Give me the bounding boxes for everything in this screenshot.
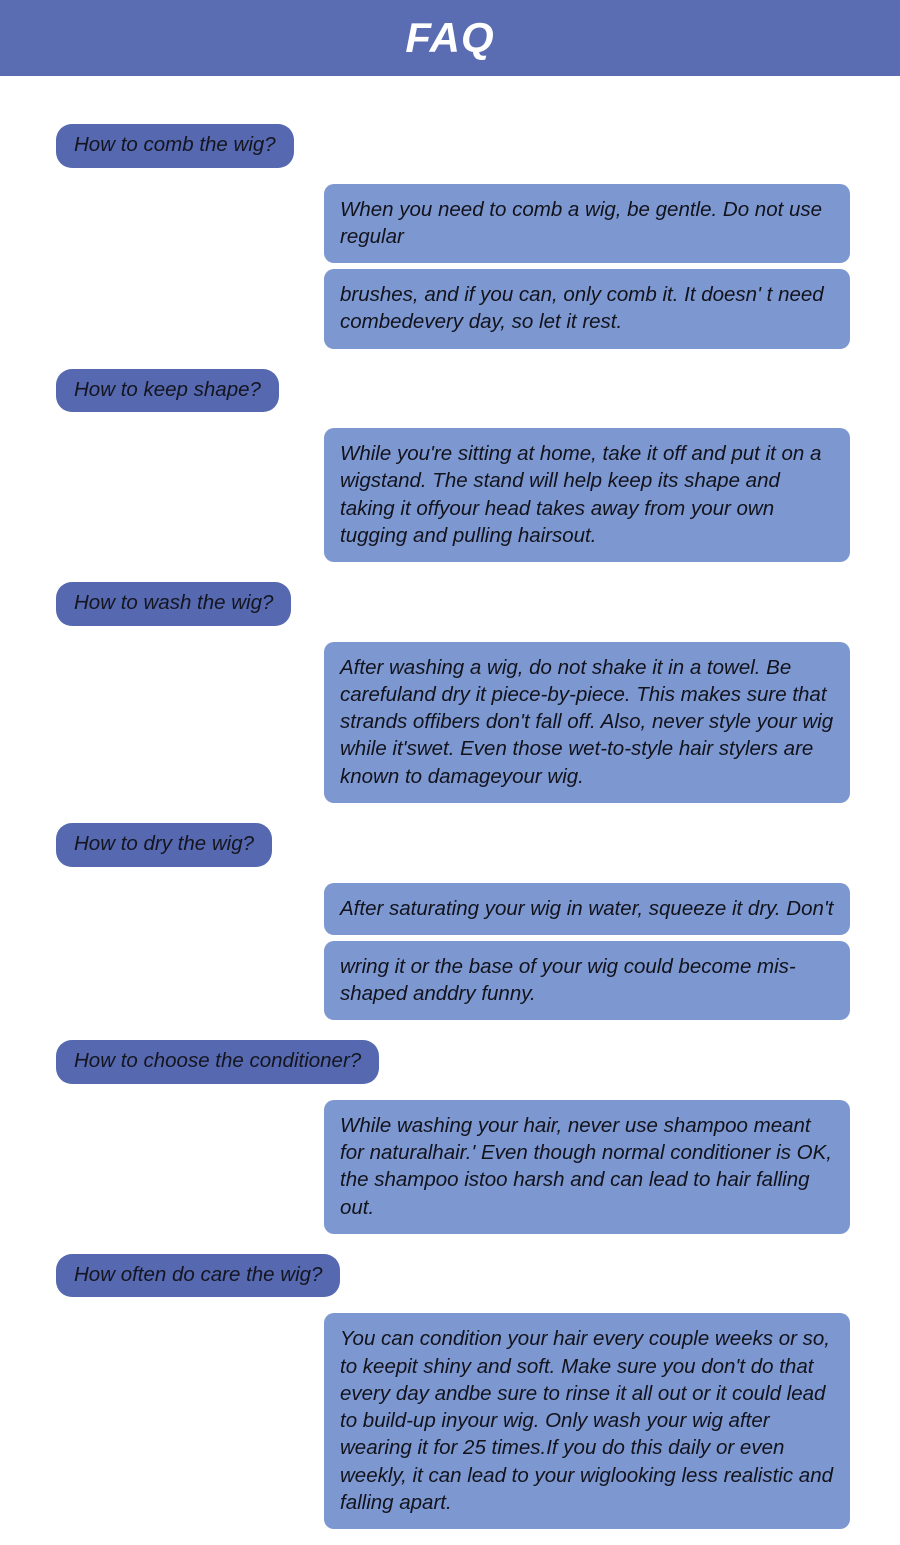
faq-list (0, 76, 900, 1545)
spacer (28, 568, 872, 582)
faq-answer: wring it or the base of your wig could become mis-shaped anddry funny. (324, 941, 850, 1021)
page-title: FAQ (405, 14, 495, 61)
faq-question: How to choose the conditioner? (56, 1040, 379, 1084)
spacer (28, 1240, 872, 1254)
faq-question: How to dry the wig? (56, 823, 272, 867)
faq-item (28, 823, 872, 1020)
faq-answers (324, 642, 850, 803)
faq-answers (324, 184, 850, 349)
faq-answer: After saturating your wig in water, squeeze it dry. Don't (324, 883, 850, 935)
faq-item (28, 369, 872, 563)
faq-answer: After washing a wig, do not shake it in a towel. Be carefuland dry it piece-by-piece. This makes sure that strands offibers don't fall off. Also, never style your wig while it'swet. Even those wet-to-style hair stylers are known to damageyour wig. (324, 642, 850, 803)
faq-answer: While washing your hair, never use shampoo meant for naturalhair.' Even though normal conditioner is OK, the shampoo istoo harsh and can lead to hair falling out. (324, 1100, 850, 1234)
faq-answer: While you're sitting at home, take it off and put it on a wigstand. The stand will help keep its shape and taking it offyour head takes away from your own tugging and pulling hairsout. (324, 428, 850, 562)
faq-answer: You can condition your hair every couple weeks or so, to keepit shiny and soft. Make sure you don't do that every day andbe sure to rinse it all out or it could lead to build-up inyour wig. Only wash your wig after wearing it for 25 times.If you do this daily or even weekly, it can lead to your wiglooking less realistic and falling apart. (324, 1313, 850, 1529)
spacer (28, 355, 872, 369)
faq-question: How to comb the wig? (56, 124, 294, 168)
spacer (28, 809, 872, 823)
faq-item (28, 1254, 872, 1529)
faq-answer: When you need to comb a wig, be gentle. Do not use regular (324, 184, 850, 264)
faq-answer: brushes, and if you can, only comb it. It doesn' t need combedevery day, so let it rest. (324, 269, 850, 349)
faq-answers (324, 1313, 850, 1529)
faq-answers (324, 883, 850, 1021)
faq-answers (324, 1100, 850, 1234)
faq-item (28, 124, 872, 349)
faq-item (28, 582, 872, 803)
faq-answers (324, 428, 850, 562)
spacer (28, 1026, 872, 1040)
faq-question: How often do care the wig? (56, 1254, 340, 1298)
page-header (0, 0, 900, 76)
faq-question: How to wash the wig? (56, 582, 291, 626)
faq-question: How to keep shape? (56, 369, 279, 413)
faq-item (28, 1040, 872, 1234)
